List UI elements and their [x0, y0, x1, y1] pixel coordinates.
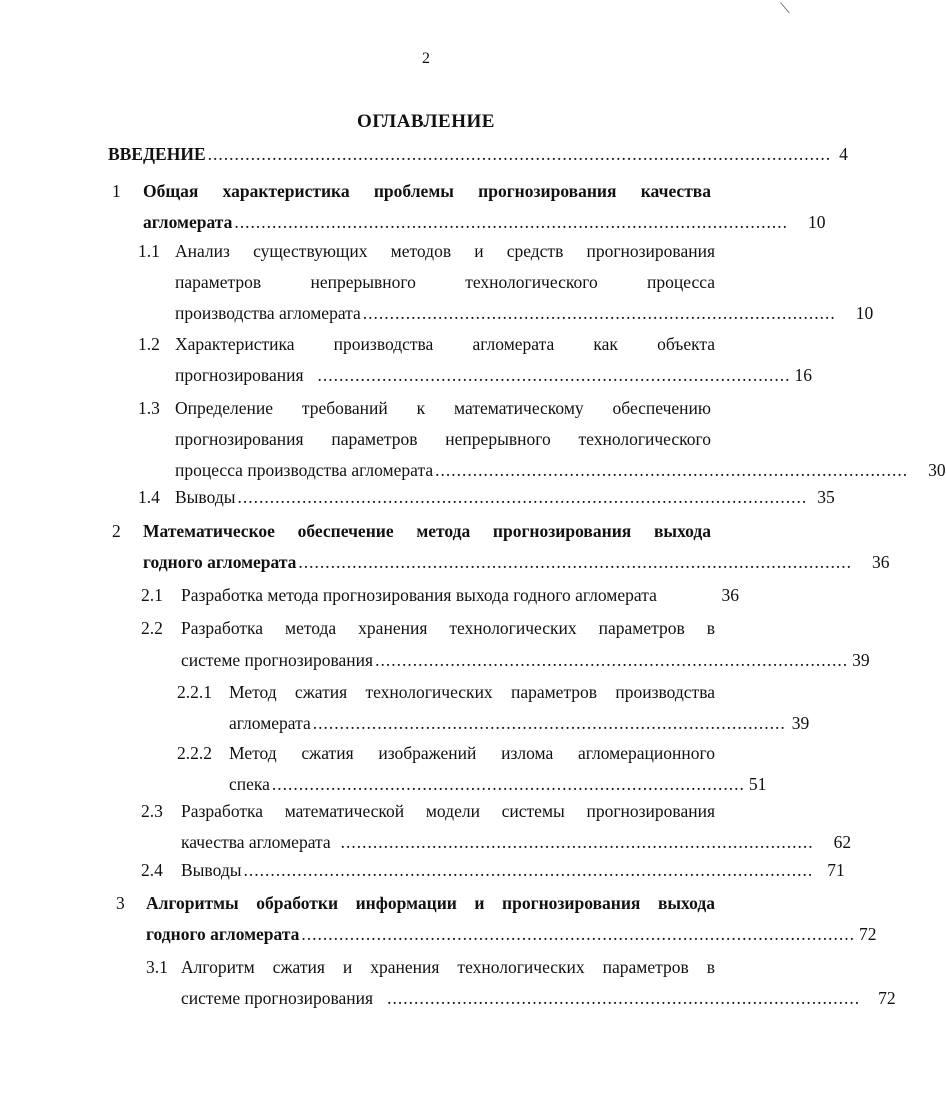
entry-text: агломерата — [229, 713, 311, 733]
toc-entry-ch2-line2[interactable] — [143, 551, 890, 573]
entry-page: 10 — [807, 212, 826, 232]
toc-entry-1-4[interactable] — [175, 486, 835, 508]
entry-number: 3 — [116, 893, 125, 913]
entry-page: 39 — [852, 650, 870, 670]
toc-entry-3-1-line1[interactable]: Алгоритм сжатия и хранения технологических параметров в — [181, 957, 715, 977]
entry-number: 2.1 — [141, 585, 163, 605]
toc-title: ОГЛАВЛЕНИЕ — [357, 111, 495, 132]
dot-leader: ........................................................................................ — [271, 774, 745, 794]
entry-text: Выводы — [175, 487, 236, 507]
dot-leader: ........................................................................................ — [387, 988, 861, 1008]
entry-number: 1.4 — [138, 487, 160, 507]
entry-number: 2.2.2 — [177, 743, 212, 763]
dot-leader: .......................................................................................................... — [237, 487, 808, 507]
entry-text: качества агломерата — [181, 832, 331, 852]
entry-text: годного агломерата — [143, 552, 297, 572]
toc-entry-3-1-line2[interactable] — [181, 987, 896, 1009]
dot-leader: ........................................................................................ — [362, 303, 836, 323]
toc-entry-ch1-line2[interactable] — [143, 211, 826, 233]
dot-leader: ....................................................................................................... — [298, 552, 853, 572]
dot-leader: ........................................................................................ — [435, 460, 909, 480]
entry-text: прогнозирования — [175, 365, 304, 385]
dot-leader: ........................................................................................ — [340, 832, 814, 852]
entry-page: 72 — [859, 924, 877, 944]
entry-page: 16 — [794, 365, 813, 385]
toc-entry-intro[interactable] — [108, 143, 848, 165]
entry-page: 72 — [878, 988, 896, 1008]
toc-entry-2-2-line2[interactable] — [181, 649, 870, 671]
dot-leader: ........................................................................................ — [312, 713, 786, 733]
entry-number: 3.1 — [146, 957, 168, 977]
toc-entry-1-1-line3[interactable] — [175, 302, 874, 324]
toc-entry-ch3-line2[interactable] — [146, 923, 877, 945]
entry-text: производства агломерата — [175, 303, 361, 323]
entry-page: 36 — [721, 585, 739, 605]
entry-page: 36 — [872, 552, 890, 572]
toc-entry-1-2-line2[interactable] — [175, 364, 813, 386]
entry-number: 1.3 — [138, 398, 160, 418]
entry-text: системе прогнозирования — [181, 650, 374, 670]
entry-page: 39 — [791, 713, 810, 733]
toc-entry-2-4[interactable] — [181, 859, 845, 881]
entry-number: 2 — [112, 521, 121, 541]
entry-page: 10 — [855, 303, 874, 323]
entry-text: годного агломерата — [146, 924, 300, 944]
entry-page: 62 — [833, 832, 852, 852]
page-number: 2 — [422, 50, 430, 67]
entry-page: 35 — [817, 487, 835, 507]
dot-leader: .................................................................................................................... — [207, 144, 832, 164]
entry-number: 1.1 — [138, 241, 160, 261]
dot-leader: ....................................................................................................... — [301, 924, 856, 944]
toc-entry-2-3-line2[interactable] — [181, 831, 852, 853]
entry-number: 2.2.1 — [177, 682, 212, 702]
entry-number: 2.2 — [141, 618, 163, 638]
toc-entry-2-3-line1[interactable]: Разработка математической модели системы прогнозирования — [181, 801, 715, 821]
toc-entry-2-2-2-line2[interactable] — [229, 773, 767, 795]
scan-mark: ⟍ — [780, 2, 790, 17]
entry-number: 1 — [112, 181, 121, 201]
toc-entry-1-1-line2[interactable]: параметров непрерывного технологического процесса — [175, 272, 715, 292]
toc-entry-2-2-2-line1[interactable]: Метод сжатия изображений излома агломерационного — [229, 743, 715, 763]
entry-text: системе прогнозирования — [181, 988, 374, 1008]
toc-entry-1-2-line1[interactable]: Характеристика производства агломерата как объекта — [175, 334, 715, 354]
toc-entry-1-3-line2[interactable]: прогнозирования параметров непрерывного технологического — [175, 429, 711, 449]
entry-text: Выводы — [181, 860, 242, 880]
toc-entry-2-2-1-line1[interactable]: Метод сжатия технологических параметров производства — [229, 682, 715, 702]
entry-text: Разработка метода прогнозирования выхода годного агломерата — [181, 585, 657, 605]
entry-text: процесса производства агломерата — [175, 460, 434, 480]
toc-entry-1-3-line3[interactable] — [175, 459, 946, 481]
toc-entry-2-1[interactable] — [181, 584, 739, 606]
toc-entry-ch2-line1[interactable]: Математическое обеспечение метода прогнозирования выхода — [143, 521, 711, 541]
toc-entry-1-1-line1[interactable]: Анализ существующих методов и средств прогнозирования — [175, 241, 715, 261]
toc-entry-2-2-1-line2[interactable] — [229, 712, 810, 734]
toc-entry-ch3-line1[interactable]: Алгоритмы обработки информации и прогнозирования выхода — [146, 893, 715, 913]
entry-text: агломерата — [143, 212, 233, 232]
entry-text: спека — [229, 774, 270, 794]
toc-entry-2-2-line1[interactable]: Разработка метода хранения технологических параметров в — [181, 618, 715, 638]
entry-number: 2.4 — [141, 860, 163, 880]
toc-entry-ch1-line1[interactable]: Общая характеристика проблемы прогнозирования качества — [143, 181, 711, 201]
entry-number: 2.3 — [141, 801, 163, 821]
entry-page: 4 — [839, 144, 848, 164]
dot-leader: ........................................................................................ — [317, 365, 791, 385]
entry-text: ВВЕДЕНИЕ — [108, 144, 206, 164]
toc-entry-1-3-line1[interactable]: Определение требований к математическому обеспечению — [175, 398, 711, 418]
dot-leader: ....................................................................................................... — [234, 212, 788, 232]
entry-page: 30 — [928, 460, 946, 480]
entry-page: 71 — [827, 860, 845, 880]
dot-leader: .......................................................................................................... — [243, 860, 814, 880]
entry-number: 1.2 — [138, 334, 160, 354]
entry-page: 51 — [748, 774, 767, 794]
dot-leader: ........................................................................................ — [375, 650, 849, 670]
